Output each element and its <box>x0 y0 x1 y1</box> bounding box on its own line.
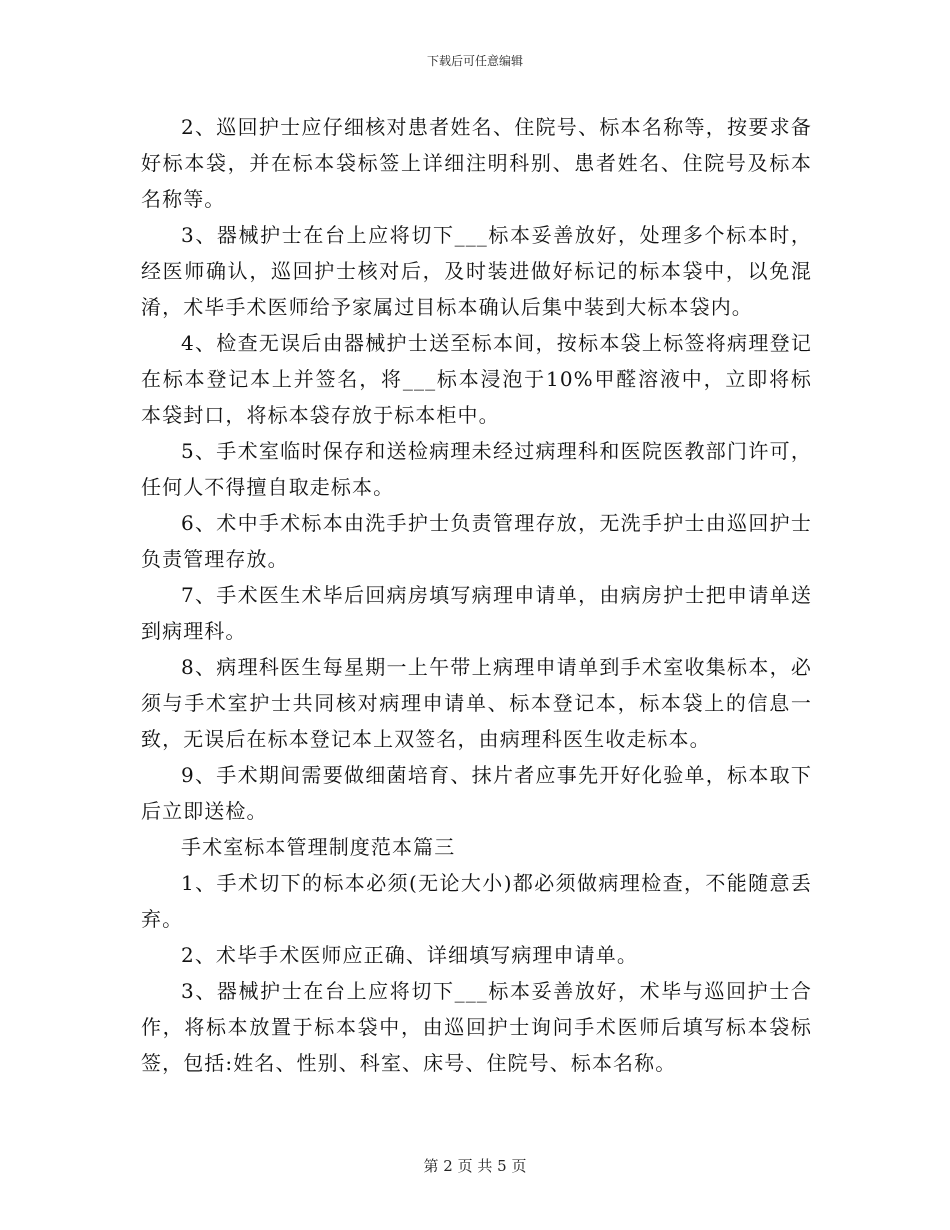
paragraph-item-5: 5、手术室临时保存和送检病理未经过病理科和医院医教部门许可，任何人不得擅自取走标本。 <box>141 439 812 499</box>
paragraph-item-4: 4、检查无误后由器械护士送至标本间，按标本袋上标签将病理登记在标本登记本上并签名，将___标本浸泡于10%甲醛溶液中，立即将标本袋封口，将标本袋存放于标本柜中。 <box>141 331 812 427</box>
page-header: 下载后可任意编辑 <box>426 54 523 68</box>
page-number-footer: 第 2 页 共 5 页 <box>423 1157 527 1175</box>
paragraph-item-9: 9、手术期间需要做细菌培育、抹片者应事先开好化验单，标本取下后立即送检。 <box>141 763 812 823</box>
paragraph-item-2: 2、巡回护士应仔细核对患者姓名、住院号、标本名称等，按要求备好标本袋，并在标本袋标签上详细注明科别、患者姓名、住院号及标本名称等。 <box>141 115 812 211</box>
paragraph-item-7: 7、手术医生术毕后回病房填写病理申请单，由病房护士把申请单送到病理科。 <box>141 583 812 643</box>
paragraph-item-3: 3、器械护士在台上应将切下___标本妥善放好，处理多个标本时，经医师确认，巡回护士核对后，及时装进做好标记的标本袋中，以免混淆，术毕手术医师给予家属过目标本确认后集中装到大标本袋内。 <box>141 223 812 319</box>
paragraph-item-1: 1、手术切下的标本必须(无论大小)都必须做病理检查，不能随意丢弃。 <box>141 871 812 931</box>
paragraph-item-3b: 3、器械护士在台上应将切下___标本妥善放好，术毕与巡回护士合作，将标本放置于标本袋中，由巡回护士询问手术医师后填写标本袋标签，包括:姓名、性别、科室、床号、住院号、标本名称。 <box>141 979 812 1075</box>
document-body <box>141 109 812 1081</box>
section-heading: 手术室标本管理制度范本篇三 <box>181 835 456 859</box>
paragraph-item-8: 8、病理科医生每星期一上午带上病理申请单到手术室收集标本，必须与手术室护士共同核对病理申请单、标本登记本，标本袋上的信息一致，无误后在标本登记本上双签名，由病理科医生收走标本。 <box>141 655 812 751</box>
paragraph-item-2b: 2、术毕手术医师应正确、详细填写病理申请单。 <box>181 943 638 967</box>
paragraph-item-6: 6、术中手术标本由洗手护士负责管理存放，无洗手护士由巡回护士负责管理存放。 <box>141 511 812 571</box>
